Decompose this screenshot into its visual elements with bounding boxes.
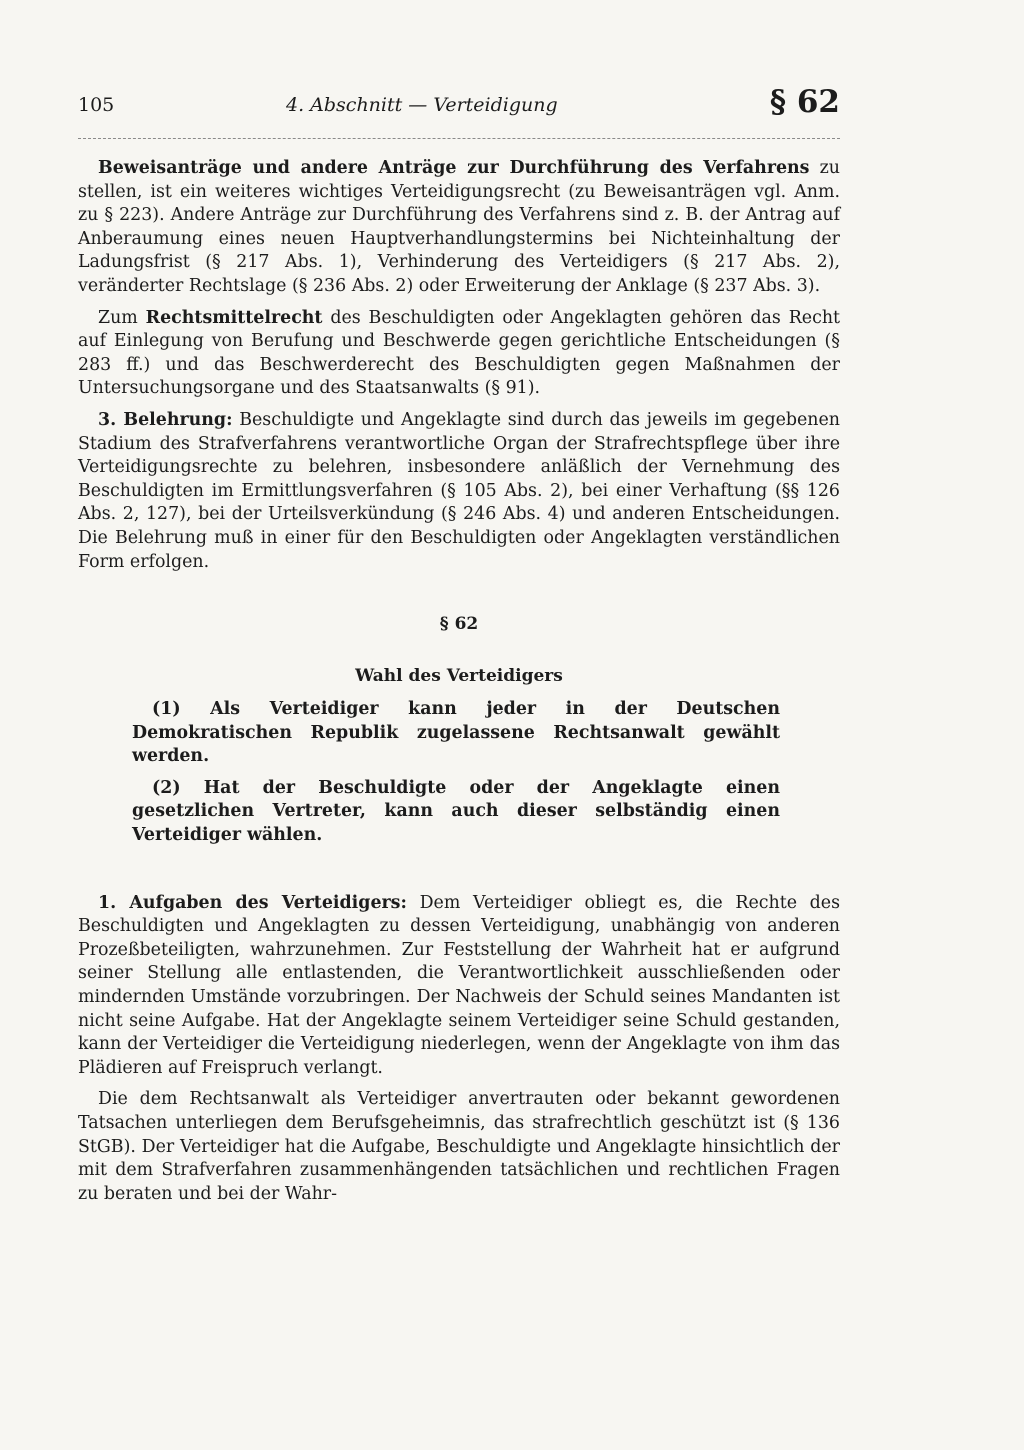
paragraph-belehrung: [78, 409, 840, 574]
paragraph-text: Dem Verteidiger obliegt es, die Rechte des Beschuldigten und Angeklagten zu dessen Verteidigung, unabhängig von anderen Prozeßbeteiligten, wahrzunehmen. Zur Feststellung der Wahrheit hat er aufgrund seiner Stellung alle entlastenden, die Verantwortlichkeit ausschließenden oder mindernden Umstände vorzubringen. Der Nachweis der Schuld seines Mandanten ist nicht seine Aufgabe. Hat der Angeklagte seinem Verteidiger seine Schuld gestanden, kann der Verteidiger die Verteidigung niederlegen, wenn der Angeklagte von ihm das Plädieren auf Freispruch verlangt.: [78, 892, 841, 1078]
header-section-mark: § 62: [769, 84, 840, 120]
paragraph-text: Beschuldigte und Angeklagte sind durch das jeweils im gegebenen Stadium des Strafverfahrens verantwortliche Organ der Strafrechtspflege über ihre Verteidigungsrechte zu belehren, insbesondere anläßlich der Vernehmung des Beschuldigten im Ermittlungsverfahren (§ 105 Abs. 2), bei einer Verhaftung (§§ 126 Abs. 2, 127), bei der Urteilsverkündung (§ 246 Abs. 4) und anderen Entscheidungen. Die Belehrung muß in einer für den Beschuldigten oder Angeklagten verständlichen Form erfolgen.: [78, 409, 840, 572]
paragraph-beweisantraege: [78, 157, 840, 299]
paragraph-text: des Beschuldigten oder Angeklagten gehören das Recht auf Einlegung von Berufung und Beschwerde gegen gerichtliche Entscheidungen (§ 283 ff.) und das Beschwerderecht des Beschuldigten gegen Maßnahmen der Untersuchungsorgane und des Staatsanwalts (§ 91).: [78, 307, 841, 399]
book-page: [78, 84, 841, 1206]
term-belehrung: 3. Belehrung:: [98, 409, 233, 430]
paragraph-aufgaben: [78, 892, 840, 1081]
page-number: 105: [78, 94, 115, 116]
page-header: [78, 84, 840, 139]
law-heading: Wahl des Verteidigers: [355, 666, 563, 687]
law-section-sign: § 62: [439, 614, 479, 635]
paragraph-lead: Zum: [98, 307, 138, 328]
running-title: 4. Abschnitt — Verteidigung: [286, 94, 558, 116]
term-aufgaben: 1. Aufgaben des Verteidigers:: [98, 892, 407, 913]
term-rechtsmittelrecht: Rechtsmittelrecht: [145, 307, 323, 328]
term-beweisantraege: Beweisanträge und andere Anträge zur Durchführung des Verfahrens: [98, 158, 810, 178]
law-paragraph-1: (1) Als Verteidiger kann jeder in der Deutschen Demokratischen Republik zugelassene Rechtsanwalt gewählt werden.: [132, 699, 780, 767]
law-paragraph-2: (2) Hat der Beschuldigte oder der Angeklagte einen gesetzlichen Vertreter, kann auch dieser selbständig einen Verteidiger wählen.: [132, 777, 780, 846]
paragraph-rechtsmittelrecht: [78, 307, 840, 401]
paragraph-text: zu stellen, ist ein weiteres wichtiges Verteidigungsrecht (zu Beweisanträgen vgl. Anm. zu § 223). Andere Anträge zur Durchführung des Verfahrens sind z. B. der Antrag auf Anberaumung eines neuen Hauptverhandlungstermins bei Nichteinhaltung der Ladungsfrist (§ 217 Abs. 1), Verhinderung des Verteidigers (§ 217 Abs. 2), veränderter Rechtslage (§ 236 Abs. 2) oder Erweiterung der Anklage (§ 237 Abs. 3).: [78, 158, 841, 296]
paragraph-berufsgeheimnis: Die dem Rechtsanwalt als Verteidiger anvertrauten oder bekannt gewordenen Tatsachen unterliegen dem Berufsgeheimnis, das strafrechtlich geschützt ist (§ 136 StGB). Der Verteidiger hat die Aufgabe, Beschuldigte und Angeklagte hinsichtlich der mit dem Strafverfahren zusammenhängenden tatsächlichen und rechtlichen Fragen zu beraten und bei der Wahr-: [78, 1089, 840, 1204]
